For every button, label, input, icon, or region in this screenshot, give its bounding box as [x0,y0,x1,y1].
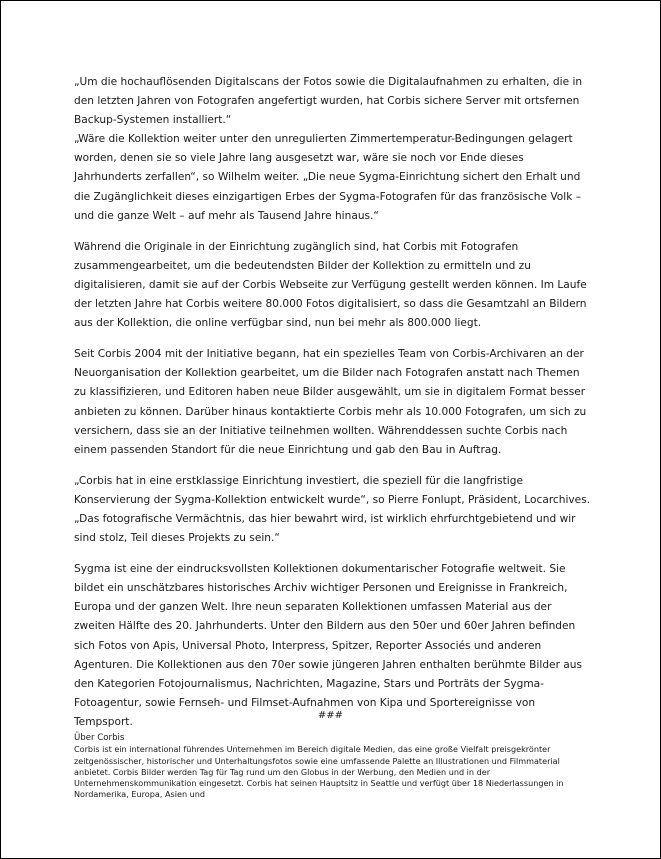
paragraph-digitization: Während die Originale in der Einrichtung zugänglich sind, hat Corbis mit Fotografen zusammengearbeitet, um die bedeutendsten Bilder der Kollektion zu ermitteln und zu digitalisieren, damit sie auf der Corbis Webseite zur Verfügung gestellt werden können. Im Laufe der letzten Jahre hat Corbis weitere 80.000 Fotos digitalisiert, so dass die Gesamtzahl an Bildern aus der Kollektion, die online verfügbar sind, nun bei mehr als 800.000 liegt. [74,240,587,330]
about-heading: Über Corbis [74,733,125,743]
paragraph-backup-servers: „Um die hochauflösenden Digitalscans der Fotos sowie die Digitalaufnahmen zu erhalten, die in den letzten Jahren von Fotografen angefertigt wurden, hat Corbis sichere Server mit ortsfernen Backup-Systemen installiert.“ [74,76,583,127]
paragraph-sygma-collection: Sygma ist eine der eindrucksvollsten Kollektionen dokumentarischer Fotografie weltweit. Sie bildet ein unschätzbares historisches Archiv wichtiger Personen und Ereignisse in Frankreich, Europa und der ganzen Welt. Ihre neun separaten Kollektionen umfassen Material aus der zweiten Hälfte des 20. Jahrhunderts. Unter den Bildern aus den 50er und 60er Jahren befinden sich Fotos von Apis, Universal Photo, Interpress, Spitzer, Reporter Associés und anderen Agenturen. Die Kollektionen aus den 70er sowie jüngeren Jahren enthalten berühmte Bilder aus den Kategorien Fotojournalismus, Nachrichten, Magazine, Stars und Porträts der Sygma-Fotoagentur, sowie Fernseh- und Filmset-Aufnahmen von Kipa und Sportereignisse von Tempsport. [74,563,583,728]
about-corbis-section [74,733,594,801]
paragraph-reorganisation: Seit Corbis 2004 mit der Initiative begann, hat ein spezielles Team von Corbis-Archivaren an der Neuorganisation der Kollektion gearbeitet, um die Bilder nach Fotografen anstatt nach Themen zu klassifizieren, und Editoren haben neue Bilder ausgewählt, um sie in digitalem Format besser anbieten zu können. Darüber hinaus kontaktierte Corbis mehr als 10.000 Fotografen, um sich zu versichern, dass sie an der Initiative teilnehmen wollten. Währenddessen suchte Corbis nach einem passenden Standort für die neue Einrichtung und gab den Bau in Auftrag. [74,348,587,456]
paragraph-fonlupt-quote: „Corbis hat in eine erstklassige Einrichtung investiert, die speziell für die langfristige Konservierung der Sygma-Kollektion entwickelt wurde“, so Pierre Fonlupt, Präsident, Locarchives. „Das fotografische Vermächtnis, das hier bewahrt wird, ist wirklich ehrfurchtgebietend und wir sind stolz, Teil dieses Projekts zu sein.“ [74,474,591,545]
body-text [74,73,594,744]
section-separator: ### [317,710,344,721]
about-text: Corbis ist ein international führendes Unternehmen im Bereich digitale Medien, das eine große Vielfalt preisgekrönter zeitgenössischer, historischer und Unterhaltungsfotos sowie eine umfassende Palette an Illustrationen und Filmmaterial anbietet. Corbis Bilder werden Tag für Tag rund um den Globus in der Werbung, den Medien und in der Unternehmenskommunikation eingesetzt. Corbis hat seinen Hauptsitz in Seattle und verfügt über 18 Niederlassungen in Nordamerika, Europa, Asien und [74,744,564,800]
paragraph-wilhelm-quote: „Wäre die Kollektion weiter unter den unregulierten Zimmertemperatur-Bedingungen gelagert worden, denen sie so viele Jahre lang ausgesetzt war, wäre sie noch vor Ende dieses Jahrhunderts zerfallen“, so Wilhelm weiter. „Die neue Sygma-Einrichtung sichert den Erhalt und die Zugänglichkeit dieses einzigartigen Erbes der Sygma-Fotografen für das französische Volk – und die ganze Welt – auf mehr als Tausend Jahre hinaus.“ [74,133,582,222]
